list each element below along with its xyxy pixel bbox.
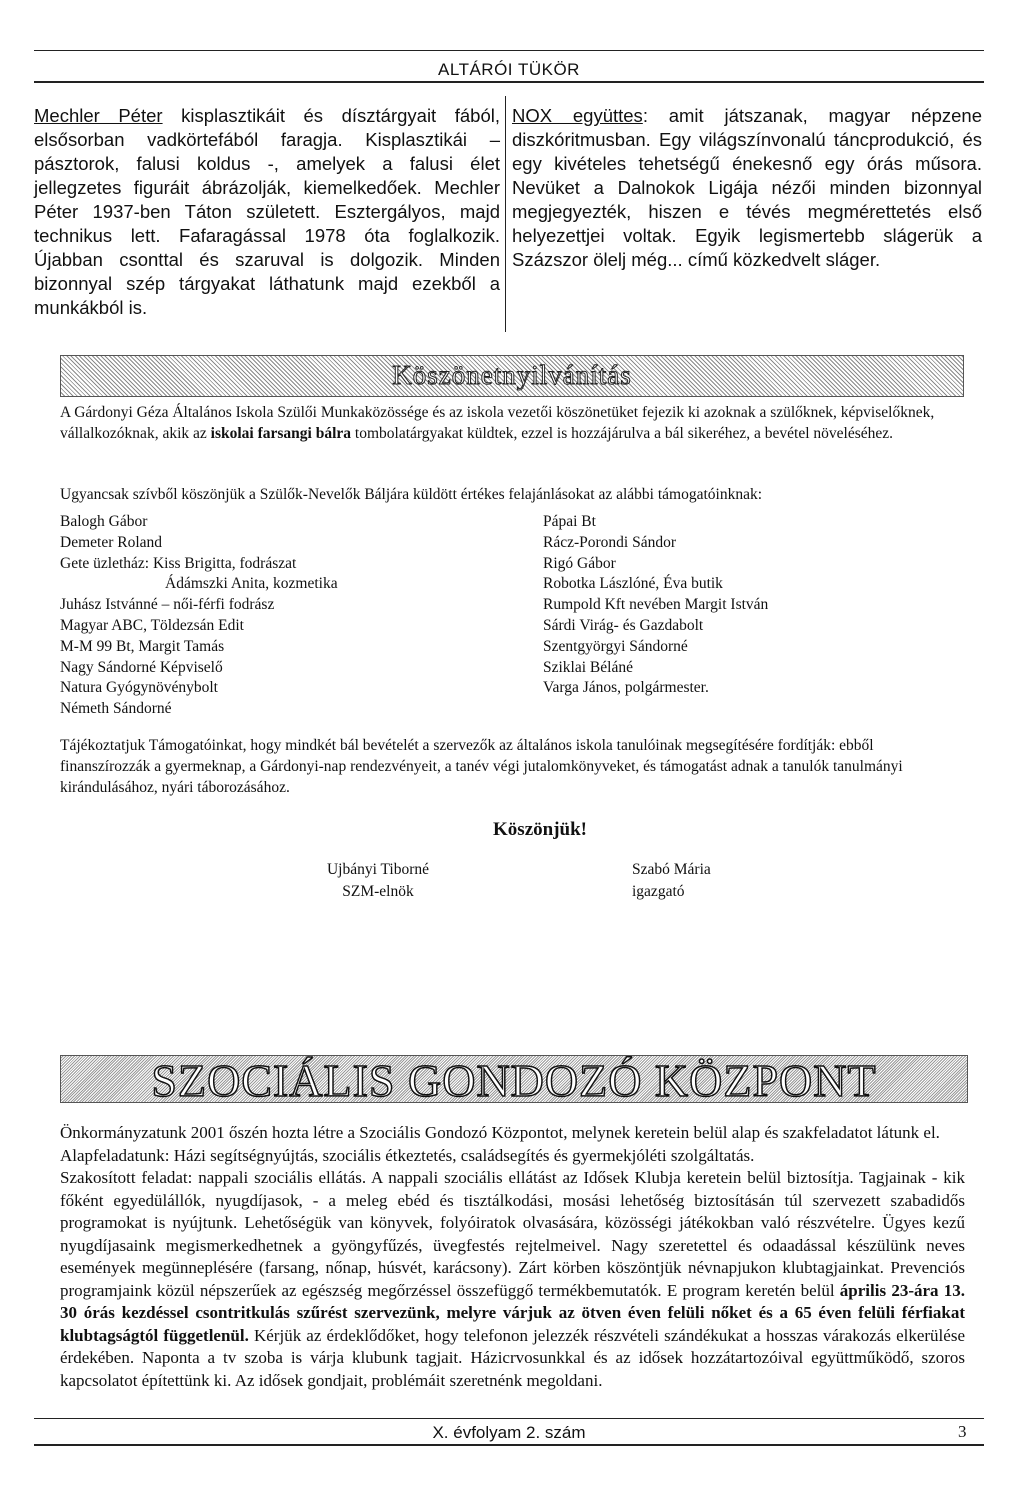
social-paragraph-1: Önkormányzatunk 2001 őszén hozta létre a Szociális Gondozó Központot, melynek keretein belül alap és szakfeladatot látunk el. — [60, 1123, 940, 1142]
sponsor-item: Magyar ABC, Töldezsán Edit — [60, 616, 244, 634]
signature-left — [298, 859, 458, 903]
sponsor-item: Demeter Roland — [60, 533, 163, 551]
sponsor-item: Pápai Bt — [543, 513, 596, 530]
thanks-banner-title: Köszönetnyilvánítás — [392, 360, 632, 390]
nox-article — [512, 104, 982, 272]
thanks-p1-text-a: A Gárdonyi Géza Általános Iskola Szülői Munkaközössége és az iskola vezetői köszönetüket fejezik ki azoknak a szülőknek, képviselőknek, vállalkozóknak, akik az — [60, 404, 935, 442]
social-p3-text-b: Kérjük az érdeklődőket, hogy telefonon jelezzék részvételi szándékukat a hosszas várakozás elkerülése érdekében. Naponta a tv szoba is várja klubunk tagjait. Házicrvosunkkal és az idősek hozzátartozóival együttműködő, szoros kapcsolatot építettünk ki. Az idősek gondjait, problémáit szeretnénk megoldani. — [60, 1325, 965, 1390]
social-p3-text-a: Szakosított feladat: nappali szociális ellátás. A nappali szociális ellátást az Idősek Klubja keretein belül biztosítja. Tagjainak - kik főként egyedülállók, nyugdíjasok, - a meleg ebéd és tisztálkodási, mosási lehetőség biztosításán túl szervezett szabadidős programokat is nyújtunk. Lehetőségük van könyvek, folyóiratok olvasására, közösségi játékokban való részvételre. Ügyes kezű nyugdíjasaink megismerkedhetnek a gyöngyfűzés, üvegfestés rejtelmeivel. Nagy szeretettel és odaadással készülünk neves események megünneplésére (farsang, nőnap, húsvét, karácsony). Zárt körben köszöntjük névnapjukon klubtagjainkat. Prevenciós programjaink közül népszerűek az egészség megőrzéssel összefüggő termékbemutatók. E program keretén belül — [60, 1168, 965, 1300]
sponsor-item: Balogh Gábor — [60, 513, 148, 530]
footer-rule-bottom — [34, 1444, 984, 1446]
sponsor-item: Szentgyörgyi Sándorné — [543, 637, 688, 655]
sponsor-item: Sárdi Virág- és Gazdabolt — [543, 616, 704, 634]
social-paragraph-3 — [60, 1167, 965, 1392]
signature-right — [632, 859, 832, 903]
signature-name: Ujbányi Tiborné — [326, 861, 430, 878]
sponsor-item: Rácz-Porondi Sándor — [543, 533, 677, 551]
social-center-article — [60, 1122, 965, 1392]
footer-rule-top — [34, 1418, 984, 1419]
social-center-banner — [60, 1055, 968, 1106]
thanks-p1-bold: iskolai farsangi bálra — [210, 425, 352, 442]
header-rule-bottom — [34, 81, 984, 83]
signature-name: Szabó Mária — [632, 861, 711, 878]
thanks-p1-text-b: tombolatárgyakat küldtek, ezzel is hozzájárulva a bál sikeréhez, a bevétel növeléséhez. — [351, 425, 893, 442]
mechler-article — [34, 104, 500, 320]
thanks-paragraph-1 — [60, 402, 965, 444]
header-rule-top — [34, 50, 984, 51]
mechler-text: kisplasztikáit és dísztárgyait fából, elsősorban vadkörtefából faragja. Kisplasztikái – pásztorok, falusi koldus -, amelyek a falusi élet jellegzetes figuráit ábrázolják, kiemelkedőek. Mechler Péter 1937-ben Táton született. Esztergályos, majd technikus lett. Fafaragással 1978 óta foglalkozik. Újabban csonttal és szaruval is dolgozik. Minden bizonnyal szép tárgyakat láthatunk majd ezekből a munkákból is. — [34, 105, 501, 318]
social-paragraph-2: Alapfeladatunk: Házi segítségnyújtás, szociális étkeztetés, családsegítés és gyermekjóléti szolgáltatás. — [60, 1145, 755, 1165]
sponsor-item: Gete üzletház: Kiss Brigitta, fodrászat — [60, 554, 297, 572]
sponsor-list-left — [60, 512, 480, 720]
nox-text: : amit játszanak, magyar népzene diszkóritmusban. Egy világszínvonalú táncprodukció, és egy kivételes tehetségű énekesnő egy órás műsora. Nevüket a Dalnokok Ligája nézői minden bizonnyal megjegyezték, hiszen e tévés megmérettetés első helyezettjei voltak. Egyik legismertebb slágerük a Százszor ölelj még... című közkedvelt sláger. — [512, 105, 982, 270]
social-banner-title: SZOCIÁLIS GONDOZÓ KÖZPONT — [151, 1055, 877, 1106]
thanks-banner — [60, 355, 964, 397]
sponsor-item: M-M 99 Bt, Margit Tamás — [60, 637, 225, 655]
sponsor-item: Rigó Gábor — [543, 554, 616, 572]
signature-role: SZM-elnök — [342, 883, 414, 900]
sponsor-list-right — [543, 512, 963, 699]
social-p3-bold: április 23-ára 13. 30 órás kezdéssel csontritkulás szűrést szervezünk, melyre várjuk az ötven éven felüli nőket és a 65 éven felüli férfiakat klubtagságtól függetlenül. — [60, 1280, 966, 1345]
sponsor-item: Ádámszki Anita, kozmetika — [165, 575, 338, 593]
closing-thanks: Köszönjük! — [493, 819, 587, 840]
sponsor-item: Natura Gyógynövénybolt — [60, 679, 218, 697]
page-number: 3 — [958, 1422, 967, 1441]
sponsor-item: Nagy Sándorné Képviselő — [60, 658, 223, 676]
sponsor-item: Sziklai Béláné — [543, 658, 633, 676]
signature-role: igazgató — [632, 883, 685, 900]
column-divider — [505, 96, 506, 332]
nox-name: NOX együttes — [512, 105, 643, 126]
sponsor-item: Németh Sándorné — [60, 700, 172, 718]
info-paragraph: Tájékoztatjuk Támogatóinkat, hogy mindkét bál bevételét a szervezők az általános iskola tanulóinak megsegítésére fordítják: ebből finanszírozzák a gyermeknap, a Gárdonyi-nap rendezvényeit, a tanév végi jutalomkönyveket, és támogatást adnak a tanulók tanulmányi kirándulásához, nyári táborozásához. — [60, 737, 903, 796]
sponsor-item: Juhász Istvánné – női-férfi fodrász — [60, 596, 275, 614]
mechler-name: Mechler Péter — [34, 105, 163, 126]
footer-issue: X. évfolyam 2. szám — [432, 1423, 586, 1442]
sponsor-item: Varga János, polgármester. — [543, 679, 709, 697]
sponsor-item: Rumpold Kft nevében Margit István — [543, 596, 769, 614]
thanks-paragraph-2: Ugyancsak szívből köszönjük a Szülők-Nevelők Báljára küldött értékes felajánlásokat az alábbi támogatóinknak: — [60, 486, 763, 503]
page-header-title: ALTÁRÓI TÜKÖR — [438, 60, 580, 79]
sponsor-item: Robotka Lászlóné, Éva butik — [543, 575, 723, 593]
